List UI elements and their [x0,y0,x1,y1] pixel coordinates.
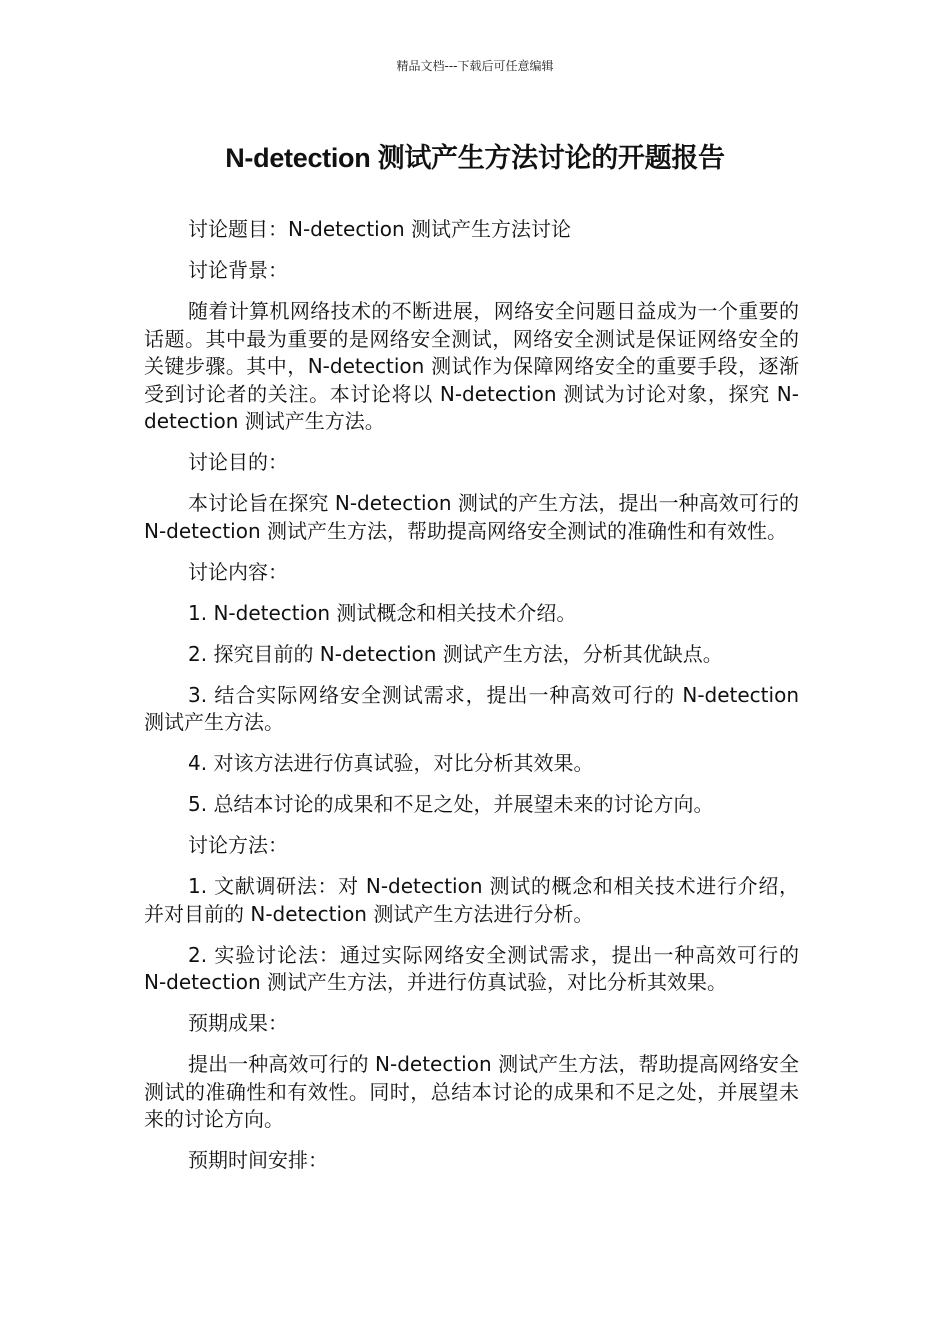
content-item-3: 3. 结合实际网络安全测试需求，提出一种高效可行的 N-detection 测试产生方法。 [144,682,799,734]
page-header: 精品文档---下载后可任意编辑 [396,59,554,73]
topic-line: 讨论题目：N-detection 测试产生方法讨论 [188,217,571,241]
section-heading-schedule: 预期时间安排： [188,1148,328,1172]
purpose-paragraph: 本讨论旨在探究 N-detection 测试的产生方法，提出一种高效可行的 N-detection 测试产生方法，帮助提高网络安全测试的准确性和有效性。 [144,491,799,543]
document-title: N-detection 测试产生方法讨论的开题报告 [225,143,725,173]
content-item-4: 4. 对该方法进行仿真试验，对比分析其效果。 [188,751,594,775]
method-item-1: 1. 文献调研法：对 N-detection 测试的概念和相关技术进行介绍，并对目前的 N-detection 测试产生方法进行分析。 [144,874,799,926]
method-item-2: 2. 实验讨论法：通过实际网络安全测试需求，提出一种高效可行的 N-detection 测试产生方法，并进行仿真试验，对比分析其效果。 [144,942,799,994]
section-heading-methods: 讨论方法： [188,833,288,857]
outcomes-paragraph: 提出一种高效可行的 N-detection 测试产生方法，帮助提高网络安全测试的准确性和有效性。同时，总结本讨论的成果和不足之处，并展望未来的讨论方向。 [144,1052,799,1131]
section-heading-outcomes: 预期成果： [188,1011,288,1035]
section-heading-purpose: 讨论目的： [188,450,288,474]
section-heading-content: 讨论内容： [188,559,288,584]
content-item-2: 2. 探究目前的 N-detection 测试产生方法，分析其优缺点。 [188,641,723,666]
background-paragraph: 随着计算机网络技术的不断进展，网络安全问题日益成为一个重要的话题。其中最为重要的是网络安全测试，网络安全测试是保证网络安全的关键步骤。其中，N-detection 测试作为保障网络安全的重要手段，逐渐受到讨论者的关注。本讨论将以 N-detection 测试为讨论对象，探究 N-detection 测试产生方法。 [144,299,799,433]
document-body [144,216,799,1188]
content-item-5: 5. 总结本讨论的成果和不足之处，并展望未来的讨论方向。 [188,792,714,816]
content-item-1: 1. N-detection 测试概念和相关技术介绍。 [188,600,577,625]
section-heading-background: 讨论背景： [188,258,288,282]
